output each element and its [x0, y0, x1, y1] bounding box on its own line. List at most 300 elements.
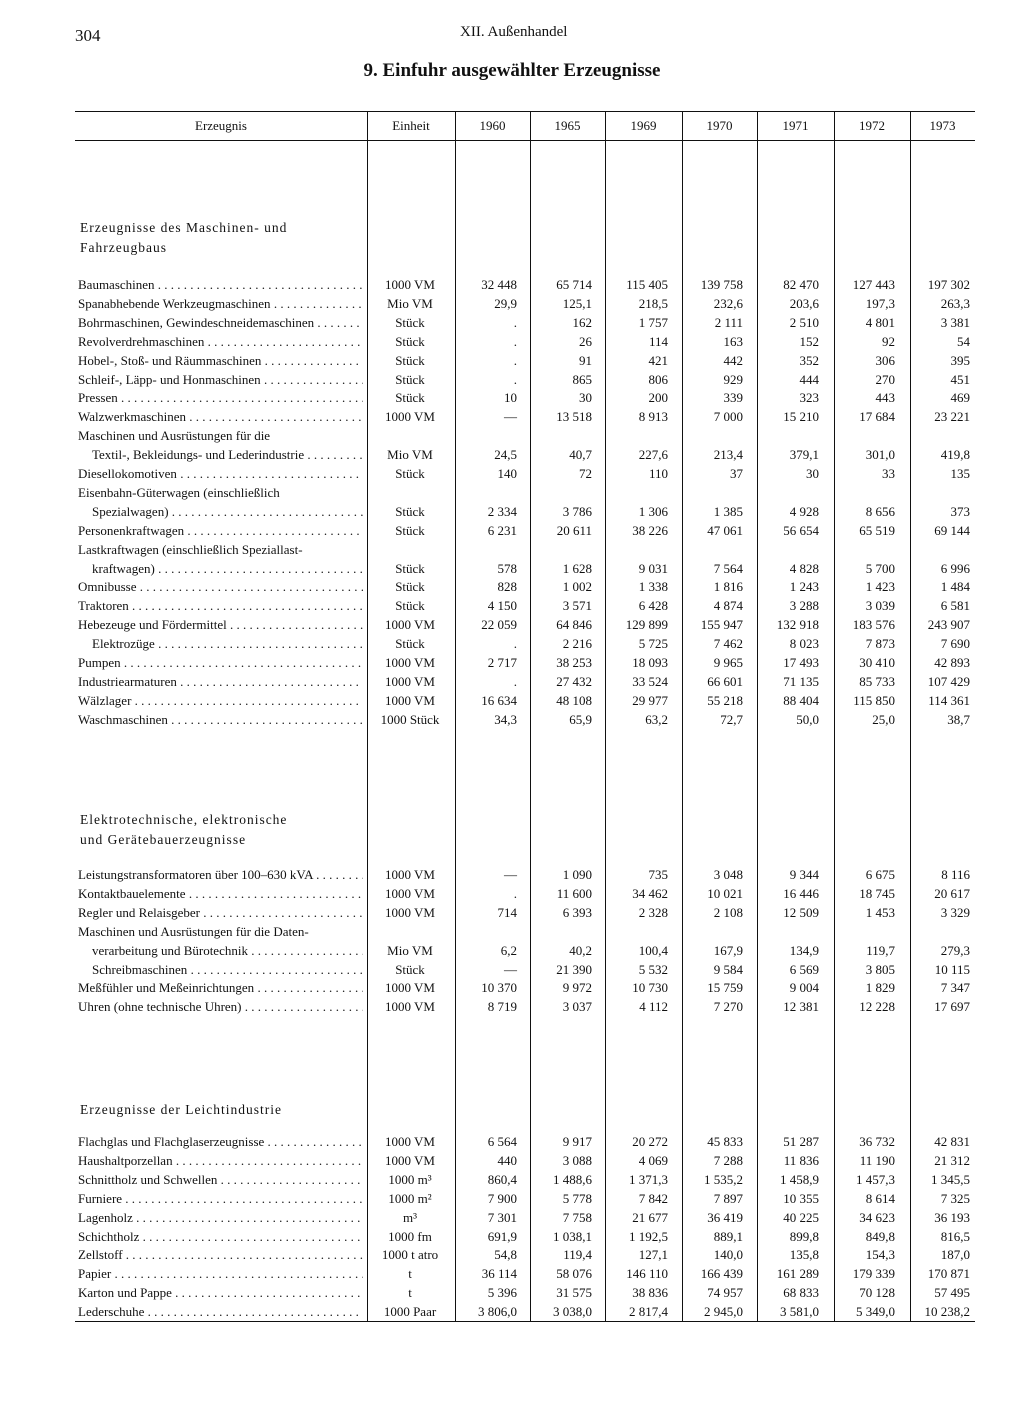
row-unit: 1000 Paar: [383, 1304, 437, 1320]
row-label-text: Flachglas und Flachglaserzeugnisse: [78, 1134, 265, 1149]
table-row: [0, 923, 1024, 941]
row-unit: Stück: [395, 579, 425, 595]
cell-value: 3 805: [865, 961, 895, 977]
cell-value: 339: [723, 390, 743, 406]
cell-value: 7 842: [638, 1190, 668, 1206]
cell-value: 849,8: [865, 1228, 895, 1244]
cell-value: 8 719: [487, 999, 517, 1015]
cell-value: 45 833: [707, 1134, 743, 1149]
cell-value: 9 917: [562, 1134, 592, 1149]
cell-value: 7 564: [713, 560, 743, 576]
cell-value: 23 221: [934, 409, 970, 425]
cell-value: 2 717: [487, 655, 517, 670]
cell-value: 100,4: [638, 942, 668, 958]
cell-value: 3 581,0: [780, 1304, 819, 1320]
cell-value: 18 745: [859, 885, 895, 901]
row-unit: 1000 VM: [385, 1152, 435, 1168]
section-heading-line: Elektrotechnische, elektronische: [80, 812, 288, 827]
row-unit: 1000 VM: [385, 904, 435, 920]
row-unit: 1000 VM: [385, 655, 435, 670]
cell-value: .: [513, 333, 517, 349]
table-row: [0, 578, 1024, 596]
cell-value: 442: [723, 352, 743, 368]
cell-value: 135: [950, 466, 970, 481]
row-label: [78, 465, 363, 483]
cell-value: 5 700: [865, 560, 895, 576]
row-label-text: Schleif-, Läpp- und Honmaschinen: [78, 371, 261, 387]
cell-value: 65 519: [859, 522, 895, 538]
section-heading-line: Erzeugnisse der Leichtindustrie: [80, 1102, 282, 1117]
row-unit: 1000 VM: [385, 999, 435, 1015]
row-label-text: verarbeitung und Bürotechnik: [92, 942, 248, 958]
row-unit: 1000 t atro: [381, 1247, 439, 1263]
cell-value: 82 470: [783, 277, 819, 292]
cell-value: 714: [497, 904, 517, 920]
row-label-text: Spezialwagen): [92, 503, 169, 519]
cell-value: 88 404: [783, 692, 819, 708]
column-header-1972: 1972: [859, 118, 885, 133]
row-label: [78, 522, 363, 540]
column-header-1970: 1970: [706, 118, 733, 133]
cell-value: 70 128: [859, 1285, 895, 1301]
row-label-text: Schreibmaschinen: [92, 961, 188, 977]
row-unit: m³: [402, 1209, 417, 1225]
table-header-rule: [75, 140, 975, 141]
cell-value: 7 288: [713, 1152, 743, 1168]
cell-value: 50,0: [796, 711, 819, 727]
cell-value: 139 758: [700, 277, 743, 292]
cell-value: 26: [579, 333, 592, 349]
cell-value: 2 108: [713, 904, 743, 920]
row-label: [78, 446, 363, 464]
table-row: [0, 314, 1024, 332]
row-label: [78, 276, 363, 294]
cell-value: 1 829: [865, 980, 895, 996]
cell-value: 29 977: [632, 692, 668, 708]
cell-value: 40 225: [783, 1209, 819, 1225]
cell-value: 129 899: [625, 617, 668, 633]
cell-value: 16 634: [481, 692, 517, 708]
row-unit: Stück: [395, 503, 425, 519]
running-head: XII. Außenhandel: [460, 24, 568, 40]
cell-value: 10 238,2: [924, 1304, 970, 1320]
cell-value: 154,3: [865, 1247, 895, 1263]
section-heading: [80, 218, 287, 258]
cell-value: 9 031: [638, 560, 668, 576]
cell-value: 135,8: [789, 1247, 819, 1263]
cell-value: 68 833: [783, 1285, 819, 1301]
row-label-text: Maschinen und Ausrüstungen für die Daten-: [78, 923, 309, 939]
cell-value: 2 328: [638, 904, 668, 920]
cell-value: 30: [579, 390, 592, 406]
cell-value: 419,8: [940, 447, 970, 463]
cell-value: 2 510: [789, 314, 819, 330]
table-row: [0, 465, 1024, 483]
table-row: [0, 1171, 1024, 1189]
cell-value: 735: [648, 867, 668, 882]
cell-value: 58 076: [556, 1266, 592, 1282]
cell-value: 69 144: [934, 522, 970, 538]
column-header-1960: 1960: [479, 118, 506, 133]
cell-value: 243 907: [927, 617, 970, 633]
row-label: [78, 295, 363, 313]
cell-value: 5 778: [562, 1190, 592, 1206]
cell-value: 7 000: [713, 409, 743, 425]
cell-value: 166 439: [700, 1266, 743, 1282]
cell-value: 3 381: [940, 314, 970, 330]
row-label: [78, 389, 363, 407]
row-unit: Mio VM: [387, 447, 433, 463]
cell-value: 2 111: [714, 314, 743, 330]
table-row: [0, 904, 1024, 922]
row-label-text: Lederschuhe: [78, 1304, 145, 1320]
cell-value: 263,3: [940, 295, 970, 311]
row-unit: 1000 m²: [388, 1190, 432, 1206]
cell-value: 2 945,0: [704, 1304, 743, 1320]
cell-value: 179 339: [852, 1266, 895, 1282]
row-label-text: Papier: [78, 1266, 112, 1282]
cell-value: 119,7: [866, 942, 895, 958]
table-row: [0, 692, 1024, 710]
table-row: [0, 1246, 1024, 1264]
column-header-1969: 1969: [630, 118, 657, 133]
table-row: [0, 885, 1024, 903]
cell-value: 20 617: [934, 885, 970, 901]
row-unit: 1000 VM: [385, 885, 435, 901]
cell-value: 119,4: [563, 1247, 592, 1263]
column-header-erzeugnis: Erzeugnis: [195, 118, 247, 133]
row-unit: 1000 VM: [385, 980, 435, 996]
cell-value: 929: [723, 371, 743, 387]
cell-value: 114: [648, 333, 668, 349]
cell-value: 9 965: [713, 655, 743, 670]
cell-value: 7 347: [940, 980, 970, 996]
cell-value: 4 150: [487, 598, 517, 614]
row-label-text: Wälzlager: [78, 692, 132, 708]
row-label-text: Uhren (ohne technische Uhren): [78, 999, 242, 1015]
cell-value: 828: [497, 579, 517, 595]
cell-value: 146 110: [626, 1266, 668, 1282]
row-unit: 1000 VM: [385, 673, 435, 689]
cell-value: 3 048: [713, 867, 743, 882]
cell-value: 7 758: [562, 1209, 592, 1225]
row-label: [78, 1228, 363, 1246]
cell-value: 33: [882, 466, 895, 481]
row-label: [78, 1303, 363, 1321]
cell-value: .: [513, 636, 517, 652]
cell-value: 51 287: [783, 1134, 819, 1149]
cell-value: 4 874: [713, 598, 743, 614]
cell-value: 9 972: [562, 980, 592, 996]
table-row: [0, 1133, 1024, 1151]
cell-value: 7 462: [713, 636, 743, 652]
row-label: [78, 998, 363, 1016]
cell-value: 17 697: [934, 999, 970, 1015]
row-unit: Stück: [395, 314, 425, 330]
row-label-text: Bohrmaschinen, Gewindeschneidemaschinen: [78, 314, 315, 330]
cell-value: 134,9: [789, 942, 819, 958]
cell-value: 2 334: [487, 503, 517, 519]
row-unit: Stück: [395, 466, 425, 481]
cell-value: 200: [648, 390, 668, 406]
cell-value: 3 786: [562, 503, 592, 519]
cell-value: 54: [957, 333, 970, 349]
cell-value: 11 190: [859, 1152, 895, 1168]
cell-value: 6 231: [487, 522, 517, 538]
cell-value: 85 733: [859, 673, 895, 689]
cell-value: 56 654: [783, 522, 819, 538]
row-label-text: Karton und Pappe: [78, 1285, 172, 1301]
row-label-text: Revolverdrehmaschinen: [78, 333, 205, 349]
cell-value: 373: [950, 503, 970, 519]
cell-value: 47 061: [707, 522, 743, 538]
cell-value: 91: [579, 352, 592, 368]
cell-value: 36 419: [707, 1209, 743, 1225]
row-unit: Stück: [395, 636, 425, 652]
cell-value: —: [504, 409, 517, 425]
cell-value: 1 371,3: [629, 1171, 668, 1187]
cell-value: 32 448: [481, 277, 517, 292]
table-row: [0, 616, 1024, 634]
cell-value: 170 871: [927, 1266, 970, 1282]
section-heading: [80, 1100, 282, 1120]
cell-value: 10 115: [934, 961, 970, 977]
cell-value: 21 677: [632, 1209, 668, 1225]
table-row: [0, 522, 1024, 540]
row-label-text: Regler und Relaisgeber: [78, 904, 201, 920]
cell-value: 451: [950, 371, 970, 387]
cell-value: 187,0: [940, 1247, 970, 1263]
cell-value: 1 535,2: [704, 1171, 743, 1187]
row-unit: t: [408, 1266, 412, 1282]
row-label: [78, 371, 363, 389]
cell-value: 6 428: [638, 598, 668, 614]
row-label: [78, 352, 363, 370]
cell-value: 4 801: [865, 314, 895, 330]
column-header-1965: 1965: [554, 118, 581, 133]
table-row: [0, 408, 1024, 426]
row-label-text: Traktoren: [78, 598, 129, 614]
cell-value: 816,5: [940, 1228, 970, 1244]
table-row: [0, 635, 1024, 653]
cell-value: 1 457,3: [856, 1171, 895, 1187]
cell-value: 5 349,0: [856, 1304, 895, 1320]
cell-value: 24,5: [494, 447, 517, 463]
cell-value: 3 329: [940, 904, 970, 920]
row-label-text: Omnibusse: [78, 579, 137, 595]
row-label-text: Lastkraftwagen (einschließlich Speziallast-: [78, 541, 303, 557]
table-bottom-rule: [75, 1321, 975, 1322]
table-row: [0, 371, 1024, 389]
table-row: [0, 1209, 1024, 1227]
row-label: [78, 673, 363, 691]
row-label-text: Zellstoff: [78, 1247, 123, 1263]
table-row: [0, 654, 1024, 672]
cell-value: 6 564: [487, 1134, 517, 1149]
cell-value: 183 576: [852, 617, 895, 633]
cell-value: 2 216: [562, 636, 592, 652]
row-unit: 1000 VM: [385, 1134, 435, 1149]
cell-value: 37: [730, 466, 743, 481]
cell-value: 162: [572, 314, 592, 330]
cell-value: 63,2: [645, 711, 668, 727]
cell-value: 6 675: [865, 867, 895, 882]
row-label: [78, 1246, 363, 1264]
row-label: [78, 503, 363, 521]
row-unit: 1000 VM: [385, 692, 435, 708]
cell-value: 107 429: [927, 673, 970, 689]
cell-value: 30 410: [859, 655, 895, 670]
cell-value: 12 228: [859, 999, 895, 1015]
cell-value: 25,0: [872, 711, 895, 727]
cell-value: 865: [572, 371, 592, 387]
cell-value: 72: [579, 466, 592, 481]
row-label: [78, 578, 363, 596]
cell-value: 7 270: [713, 999, 743, 1015]
row-label-text: Hebezeuge und Fördermittel: [78, 617, 227, 633]
cell-value: 40,2: [569, 942, 592, 958]
row-label-text: Pumpen: [78, 655, 121, 670]
cell-value: 421: [648, 352, 668, 368]
cell-value: 71 135: [783, 673, 819, 689]
cell-value: 1 757: [638, 314, 668, 330]
cell-value: 42 893: [934, 655, 970, 670]
table-row: [0, 560, 1024, 578]
row-label: [78, 560, 363, 578]
cell-value: 10 370: [481, 980, 517, 996]
row-label: [78, 427, 363, 445]
row-unit: 1000 VM: [385, 867, 435, 882]
cell-value: 306: [875, 352, 895, 368]
row-label-text: Schichtholz: [78, 1228, 140, 1244]
row-unit: 1000 m³: [388, 1171, 432, 1187]
cell-value: 65,9: [569, 711, 592, 727]
row-unit: Stück: [395, 598, 425, 614]
cell-value: 115 850: [853, 692, 895, 708]
table-row: [0, 503, 1024, 521]
row-unit: Stück: [395, 390, 425, 406]
cell-value: 6 996: [940, 560, 970, 576]
cell-value: 1 628: [562, 560, 592, 576]
cell-value: 66 601: [707, 673, 743, 689]
row-label: [78, 541, 363, 559]
cell-value: 1 306: [638, 503, 668, 519]
cell-value: 352: [799, 352, 819, 368]
row-unit: 1000 Stück: [380, 711, 440, 727]
cell-value: 3 038,0: [553, 1304, 592, 1320]
cell-value: 54,8: [494, 1247, 517, 1263]
row-label-text: Baumaschinen: [78, 277, 155, 292]
cell-value: 2 817,4: [629, 1304, 668, 1320]
cell-value: 7 900: [487, 1190, 517, 1206]
cell-value: 17 684: [859, 409, 895, 425]
row-label: [78, 923, 363, 941]
cell-value: 29,9: [494, 295, 517, 311]
cell-value: 36 193: [934, 1209, 970, 1225]
row-unit: 1000 VM: [385, 409, 435, 425]
cell-value: 213,4: [713, 447, 743, 463]
cell-value: 110: [648, 466, 668, 481]
cell-value: 22 059: [481, 617, 517, 633]
row-label: [78, 1171, 363, 1189]
cell-value: 72,7: [720, 711, 743, 727]
cell-value: 125,1: [562, 295, 592, 311]
row-unit: Mio VM: [387, 942, 433, 958]
cell-value: 132 918: [776, 617, 819, 633]
row-label: [78, 711, 363, 729]
cell-value: 6 569: [789, 961, 819, 977]
cell-value: 18 093: [632, 655, 668, 670]
cell-value: 1 484: [940, 579, 970, 595]
table-row: [0, 961, 1024, 979]
cell-value: 12 509: [783, 904, 819, 920]
table-row: [0, 1284, 1024, 1302]
row-label: [78, 616, 363, 634]
cell-value: 3 571: [562, 598, 592, 614]
section-heading-line: Erzeugnisse des Maschinen- und: [80, 220, 288, 235]
row-label-text: Diesellokomotiven: [78, 466, 177, 481]
cell-value: 6 581: [940, 598, 970, 614]
table-top-rule: [75, 111, 975, 112]
cell-value: 5 725: [638, 636, 668, 652]
table-row: [0, 1303, 1024, 1321]
cell-value: 65 714: [556, 277, 592, 292]
cell-value: 8 614: [865, 1190, 895, 1206]
cell-value: 3 037: [562, 999, 592, 1015]
cell-value: 443: [875, 390, 895, 406]
cell-value: 5 396: [487, 1285, 517, 1301]
row-unit: Stück: [395, 352, 425, 368]
cell-value: 8 913: [638, 409, 668, 425]
table-row: [0, 711, 1024, 729]
cell-value: 806: [648, 371, 668, 387]
cell-value: 13 518: [556, 409, 592, 425]
cell-value: 3 088: [562, 1152, 592, 1168]
cell-value: 31 575: [556, 1285, 592, 1301]
cell-value: 11 836: [783, 1152, 819, 1168]
cell-value: 34 462: [632, 885, 668, 901]
row-label: [78, 597, 363, 615]
row-label: [78, 314, 363, 332]
table-row: [0, 333, 1024, 351]
row-unit: 1000 VM: [385, 277, 435, 292]
cell-value: 38,7: [947, 711, 970, 727]
table-row: [0, 352, 1024, 370]
cell-value: 127,1: [638, 1247, 668, 1263]
cell-value: .: [513, 352, 517, 368]
table-row: [0, 295, 1024, 313]
cell-value: 301,0: [865, 447, 895, 463]
row-label: [78, 885, 363, 903]
row-label-text: Lagenholz: [78, 1209, 133, 1225]
cell-value: 10 730: [632, 980, 668, 996]
cell-value: 395: [950, 352, 970, 368]
row-label: [78, 635, 363, 653]
cell-value: 33 524: [632, 673, 668, 689]
cell-value: 10 021: [707, 885, 743, 901]
table-row: [0, 276, 1024, 294]
cell-value: 4 112: [639, 999, 668, 1015]
cell-value: 6 393: [562, 904, 592, 920]
cell-value: 12 381: [783, 999, 819, 1015]
row-label-text: Pressen: [78, 390, 118, 406]
cell-value: 1 002: [562, 579, 592, 595]
row-label-text: Spanabhebende Werkzeugmaschinen: [78, 295, 271, 311]
cell-value: 15 210: [783, 409, 819, 425]
cell-value: 57 495: [934, 1285, 970, 1301]
page-title: 9. Einfuhr ausgewählter Erzeugnisse: [363, 60, 661, 81]
cell-value: —: [504, 961, 517, 977]
